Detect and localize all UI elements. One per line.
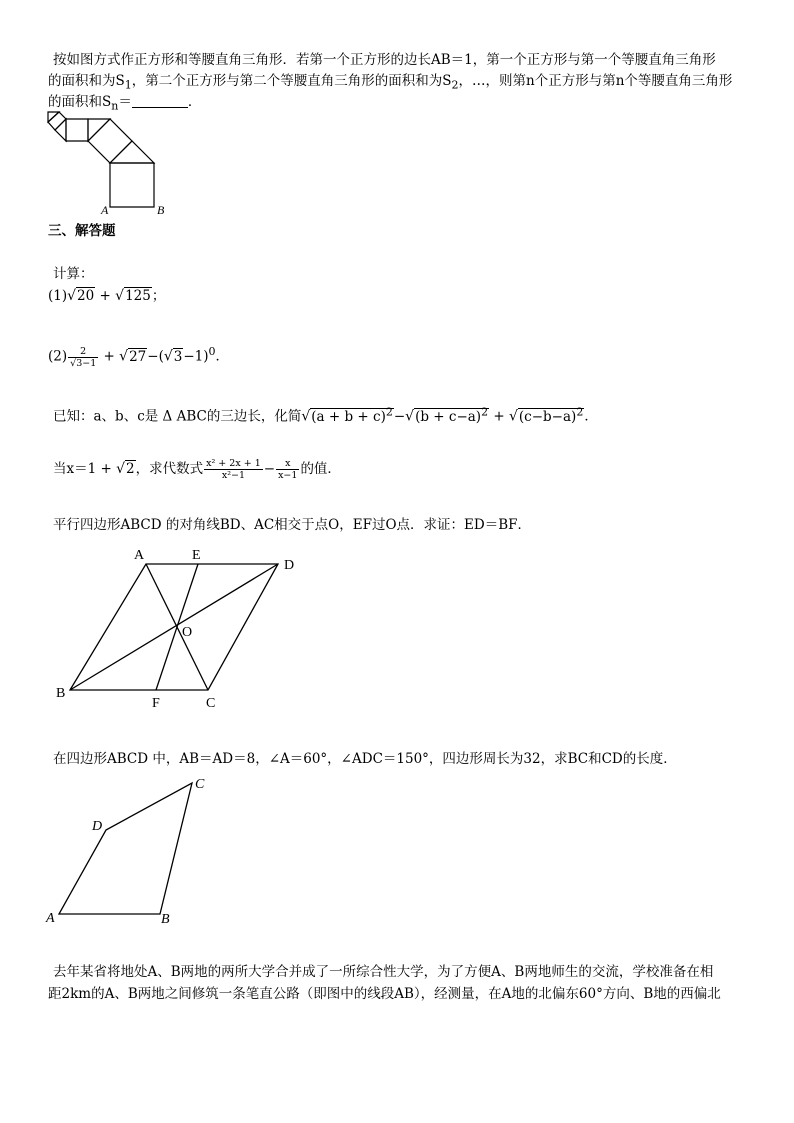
text-fragment: −1) [183, 348, 209, 365]
question-text-line: 计算： [53, 266, 94, 282]
fraction: $\frac{2}{√3-1}$ [70, 345, 97, 369]
part-label: (1) [48, 288, 68, 304]
radicand: 27 [129, 348, 147, 365]
vertex-label-b: B [56, 686, 66, 701]
sqrt-sign: √ [163, 348, 173, 365]
question-text-line [53, 402, 598, 427]
text-fragment: ，…，则第n个正方形与第n个等腰直角三角形 [458, 73, 733, 89]
point-label-o: O [182, 625, 193, 640]
text-fragment: ． [187, 94, 202, 110]
radicand: $(c-b-a)^2$ [518, 405, 584, 425]
radicand: 3 [173, 348, 183, 365]
diagonal-bd [70, 564, 278, 690]
square-4 [48, 112, 66, 130]
subscript: 2 [451, 78, 459, 92]
label-b: B [157, 203, 165, 216]
text-fragment: 已知：a、b、c是 Δ ABC的三边长，化简 [53, 408, 302, 425]
question-text-line: 距2km的A、B两地之间修筑一条笔直公路（即图中的线段AB），经测量，在A地的北偏东60°方向、B地的西偏北 [48, 986, 721, 1002]
text-fragment: ，求代数式 [135, 461, 204, 477]
sqrt-sign: √ [115, 288, 125, 304]
quadrilateral-figure [40, 770, 220, 930]
text-fragment: ，第二个正方形与第二个等腰直角三角形的面积和为S [131, 73, 452, 89]
subscript: 1 [124, 78, 132, 92]
triangle-4 [48, 112, 59, 122]
punctuation: ． [584, 408, 598, 425]
operator: + [489, 408, 509, 425]
question-text-line [53, 458, 341, 481]
fraction-denominator: √3−1 [70, 357, 97, 369]
question-text-line: 去年某省将地处A、B两地的两所大学合并成了一所综合性大学，为了方便A、B两地师生的交流，学校准备在相 [53, 964, 714, 980]
square-3 [66, 119, 88, 141]
calc-part-1 [48, 286, 165, 306]
triangle-2 [88, 119, 110, 141]
vertex-label-c: C [206, 696, 216, 711]
radicand: 2 [126, 461, 135, 477]
parallelogram-figure [50, 545, 310, 715]
sqrt-sign: √ [508, 408, 518, 425]
vertex-label-d: D [92, 819, 103, 834]
quadrilateral-abcd [59, 783, 192, 914]
text-fragment: ＝ [118, 94, 132, 110]
sqrt-sign: √ [116, 461, 126, 477]
radicand: 125 [125, 288, 151, 304]
square-2 [88, 119, 132, 163]
sqrt-sign: √ [67, 288, 77, 304]
point-label-e: E [192, 548, 201, 563]
sqrt-sign: √ [301, 408, 311, 425]
triangle-1 [110, 141, 154, 163]
question-text-line: 平行四边形ABCD 的对角线BD、AC相交于点O，EF过O点．求证：ED＝BF． [53, 517, 532, 533]
text-fragment: 当x＝1 + [53, 461, 117, 477]
sqrt-sign: √ [119, 348, 129, 365]
subscript: n [111, 99, 119, 113]
operator: −( [147, 348, 164, 365]
fraction: $\frac{x}{x-1}$ [278, 458, 298, 481]
point-label-f: F [152, 696, 160, 711]
vertex-label-a: A [46, 911, 55, 926]
radicand: $(a + b + c)^2$ [311, 405, 393, 425]
operator: − [393, 408, 406, 425]
punctuation: ． [215, 348, 230, 365]
sqrt-sign: √ [405, 408, 415, 425]
fraction: $\frac{\text{x² + 2x + 1}}{\text{x²−1}}$ [206, 458, 261, 481]
question-text-line: 在四边形ABCD 中，AB＝AD＝8，∠A＝60°，∠ADC＝150°，四边形周长为32，求BC和CD的长度． [53, 751, 677, 767]
operator: − [263, 461, 276, 477]
triangle-3 [55, 119, 66, 141]
vertex-label-a: A [134, 548, 145, 563]
exponent: 0 [208, 345, 216, 358]
answer-blank[interactable] [132, 94, 188, 108]
punctuation: ； [151, 288, 166, 304]
radicand: 20 [77, 288, 95, 304]
operator: + [95, 288, 116, 304]
vertex-label-d: D [284, 558, 295, 573]
vertex-label-b: B [161, 912, 170, 927]
squares-figure [44, 110, 174, 216]
section-title: 三、解答题 [48, 223, 116, 239]
radicand: $(b + c-a)^2$ [415, 405, 489, 425]
part-label: (2) [48, 348, 68, 365]
square-1 [110, 163, 154, 207]
text-fragment: 的值． [300, 461, 341, 477]
label-a: A [101, 203, 109, 216]
calc-part-2 [48, 342, 229, 369]
text-fragment: 的面积和S [48, 94, 112, 110]
operator: + [99, 348, 120, 365]
vertex-label-c: C [195, 777, 205, 792]
question-text-line: 按如图方式作正方形和等腰直角三角形．若第一个正方形的边长AB＝1，第一个正方形与第一个等腰直角三角形 [53, 52, 716, 68]
text-fragment: 的面积和为S [48, 73, 125, 89]
